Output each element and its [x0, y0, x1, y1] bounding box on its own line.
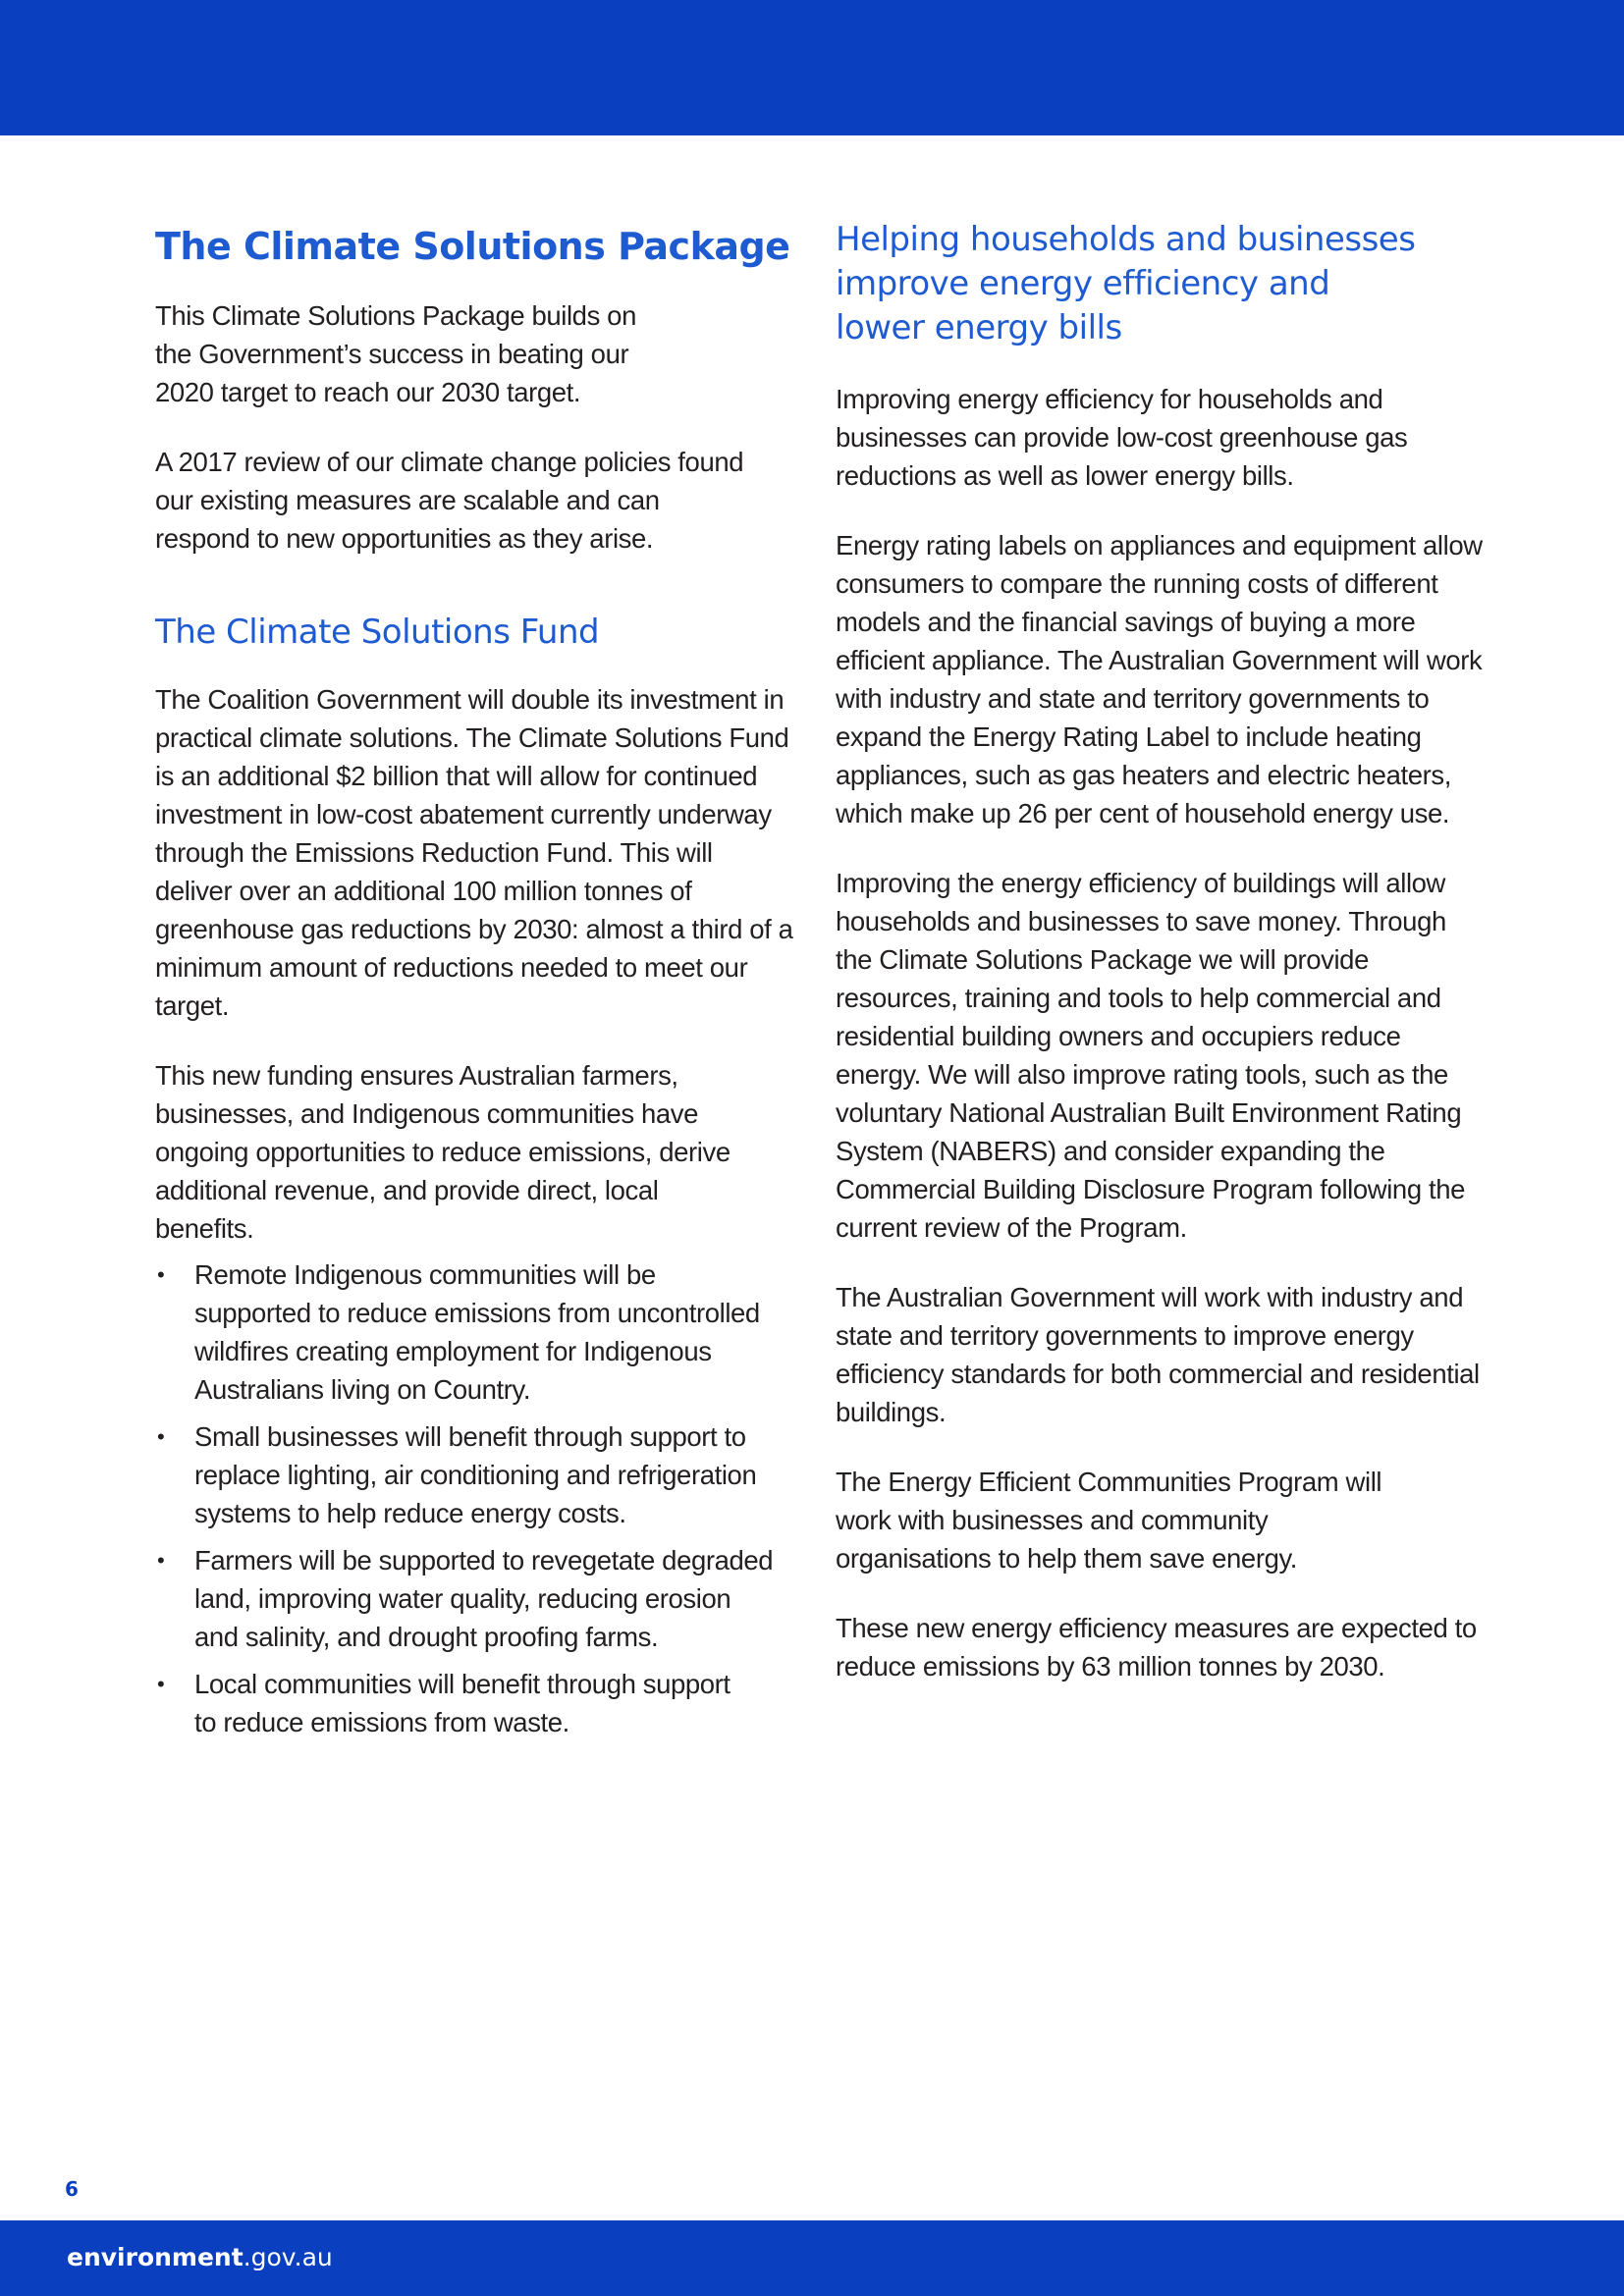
- left-column: [155, 222, 793, 1750]
- intro-paragraph-1: This Climate Solutions Package builds on the Government’s success in beating our 2020 target to reach our 2030 target.: [155, 300, 636, 407]
- footer-website-link[interactable]: [67, 2242, 333, 2273]
- page-number: 6: [65, 2177, 79, 2201]
- energy-paragraph-5: The Energy Efficient Communities Program will work with businesses and community organisations to help them save energy.: [836, 1467, 1382, 1574]
- energy-paragraph-6: These new energy efficiency measures are expected to reduce emissions by 63 million tonnes by 2030.: [836, 1613, 1477, 1682]
- bullet-icon: •: [157, 1424, 165, 1449]
- energy-paragraph-2: Energy rating labels on appliances and equipment allow consumers to compare the running costs of different models and the financial savings of buying a more efficient appliance. The Australian Government will work with industry and state and territory governments to expand the Energy Rating Label to include heating appliances, such as gas heaters and electric heaters, which make up 26 per cent of household energy use.: [836, 530, 1483, 828]
- list-item: [155, 1541, 774, 1656]
- energy-paragraph-3: Improving the energy efficiency of buildings will allow households and businesses to save money. Through the Climate Solutions Package we will provide resources, training and tools to help commercial and residential building owners and occupiers reduce energy. We will also improve rating tools, such as the voluntary National Australian Built Environment Rating System (NABERS) and consider expanding the Commercial Building Disclosure Program following the current review of the Program.: [836, 868, 1465, 1243]
- bullet-icon: •: [157, 1672, 165, 1696]
- bullet-icon: •: [157, 1262, 165, 1287]
- list-item: [155, 1665, 744, 1741]
- footer-url-suffix: .gov.au: [243, 2243, 333, 2271]
- list-item: [155, 1417, 774, 1532]
- energy-efficiency-heading: Helping households and businesses improve energy efficiency and lower energy bills: [836, 220, 1416, 347]
- list-item-text: Local communities will benefit through support to reduce emissions from waste.: [194, 1669, 731, 1737]
- fund-paragraph-1: The Coalition Government will double its investment in practical climate solutions. The Climate Solutions Fund is an additional $2 billion that will allow for continued investment in low-cost abatement currently underway through the Emissions Reduction Fund. This will deliver over an additional 100 million tonnes of greenhouse gas reductions by 2030: almost a third of a minimum amount of reductions needed to meet our target.: [155, 684, 793, 1021]
- fund-paragraph-2: This new funding ensures Australian farmers, businesses, and Indigenous communities have ongoing opportunities to reduce emissions, derive additional revenue, and provide direct, local benefits.: [155, 1060, 731, 1244]
- list-item-text: Farmers will be supported to revegetate degraded land, improving water quality, reducing erosion and salinity, and drought proofing farms.: [194, 1545, 774, 1652]
- list-item-text: Remote Indigenous communities will be supported to reduce emissions from uncontrolled wildfires creating employment for Indigenous Australians living on Country.: [194, 1259, 760, 1405]
- intro-paragraph-2: A 2017 review of our climate change policies found our existing measures are scalable and can respond to new opportunities as they arise.: [155, 447, 744, 554]
- bullet-icon: •: [157, 1548, 165, 1573]
- energy-paragraph-4: The Australian Government will work with industry and state and territory governments to improve energy efficiency standards for both commercial and residential buildings.: [836, 1282, 1480, 1427]
- page-title: The Climate Solutions Package: [155, 225, 790, 268]
- right-column: [836, 222, 1484, 1717]
- header-band: [0, 0, 1624, 135]
- list-item: [155, 1255, 774, 1409]
- benefits-list: [155, 1255, 793, 1741]
- energy-paragraph-1: Improving energy efficiency for households and businesses can provide low-cost greenhouse gas reductions as well as lower energy bills.: [836, 384, 1408, 491]
- list-item-text: Small businesses will benefit through support to replace lighting, air conditioning and refrigeration systems to help reduce energy costs.: [194, 1421, 757, 1528]
- footer-url-domain: environment: [67, 2243, 244, 2271]
- fund-subheading: The Climate Solutions Fund: [155, 613, 600, 652]
